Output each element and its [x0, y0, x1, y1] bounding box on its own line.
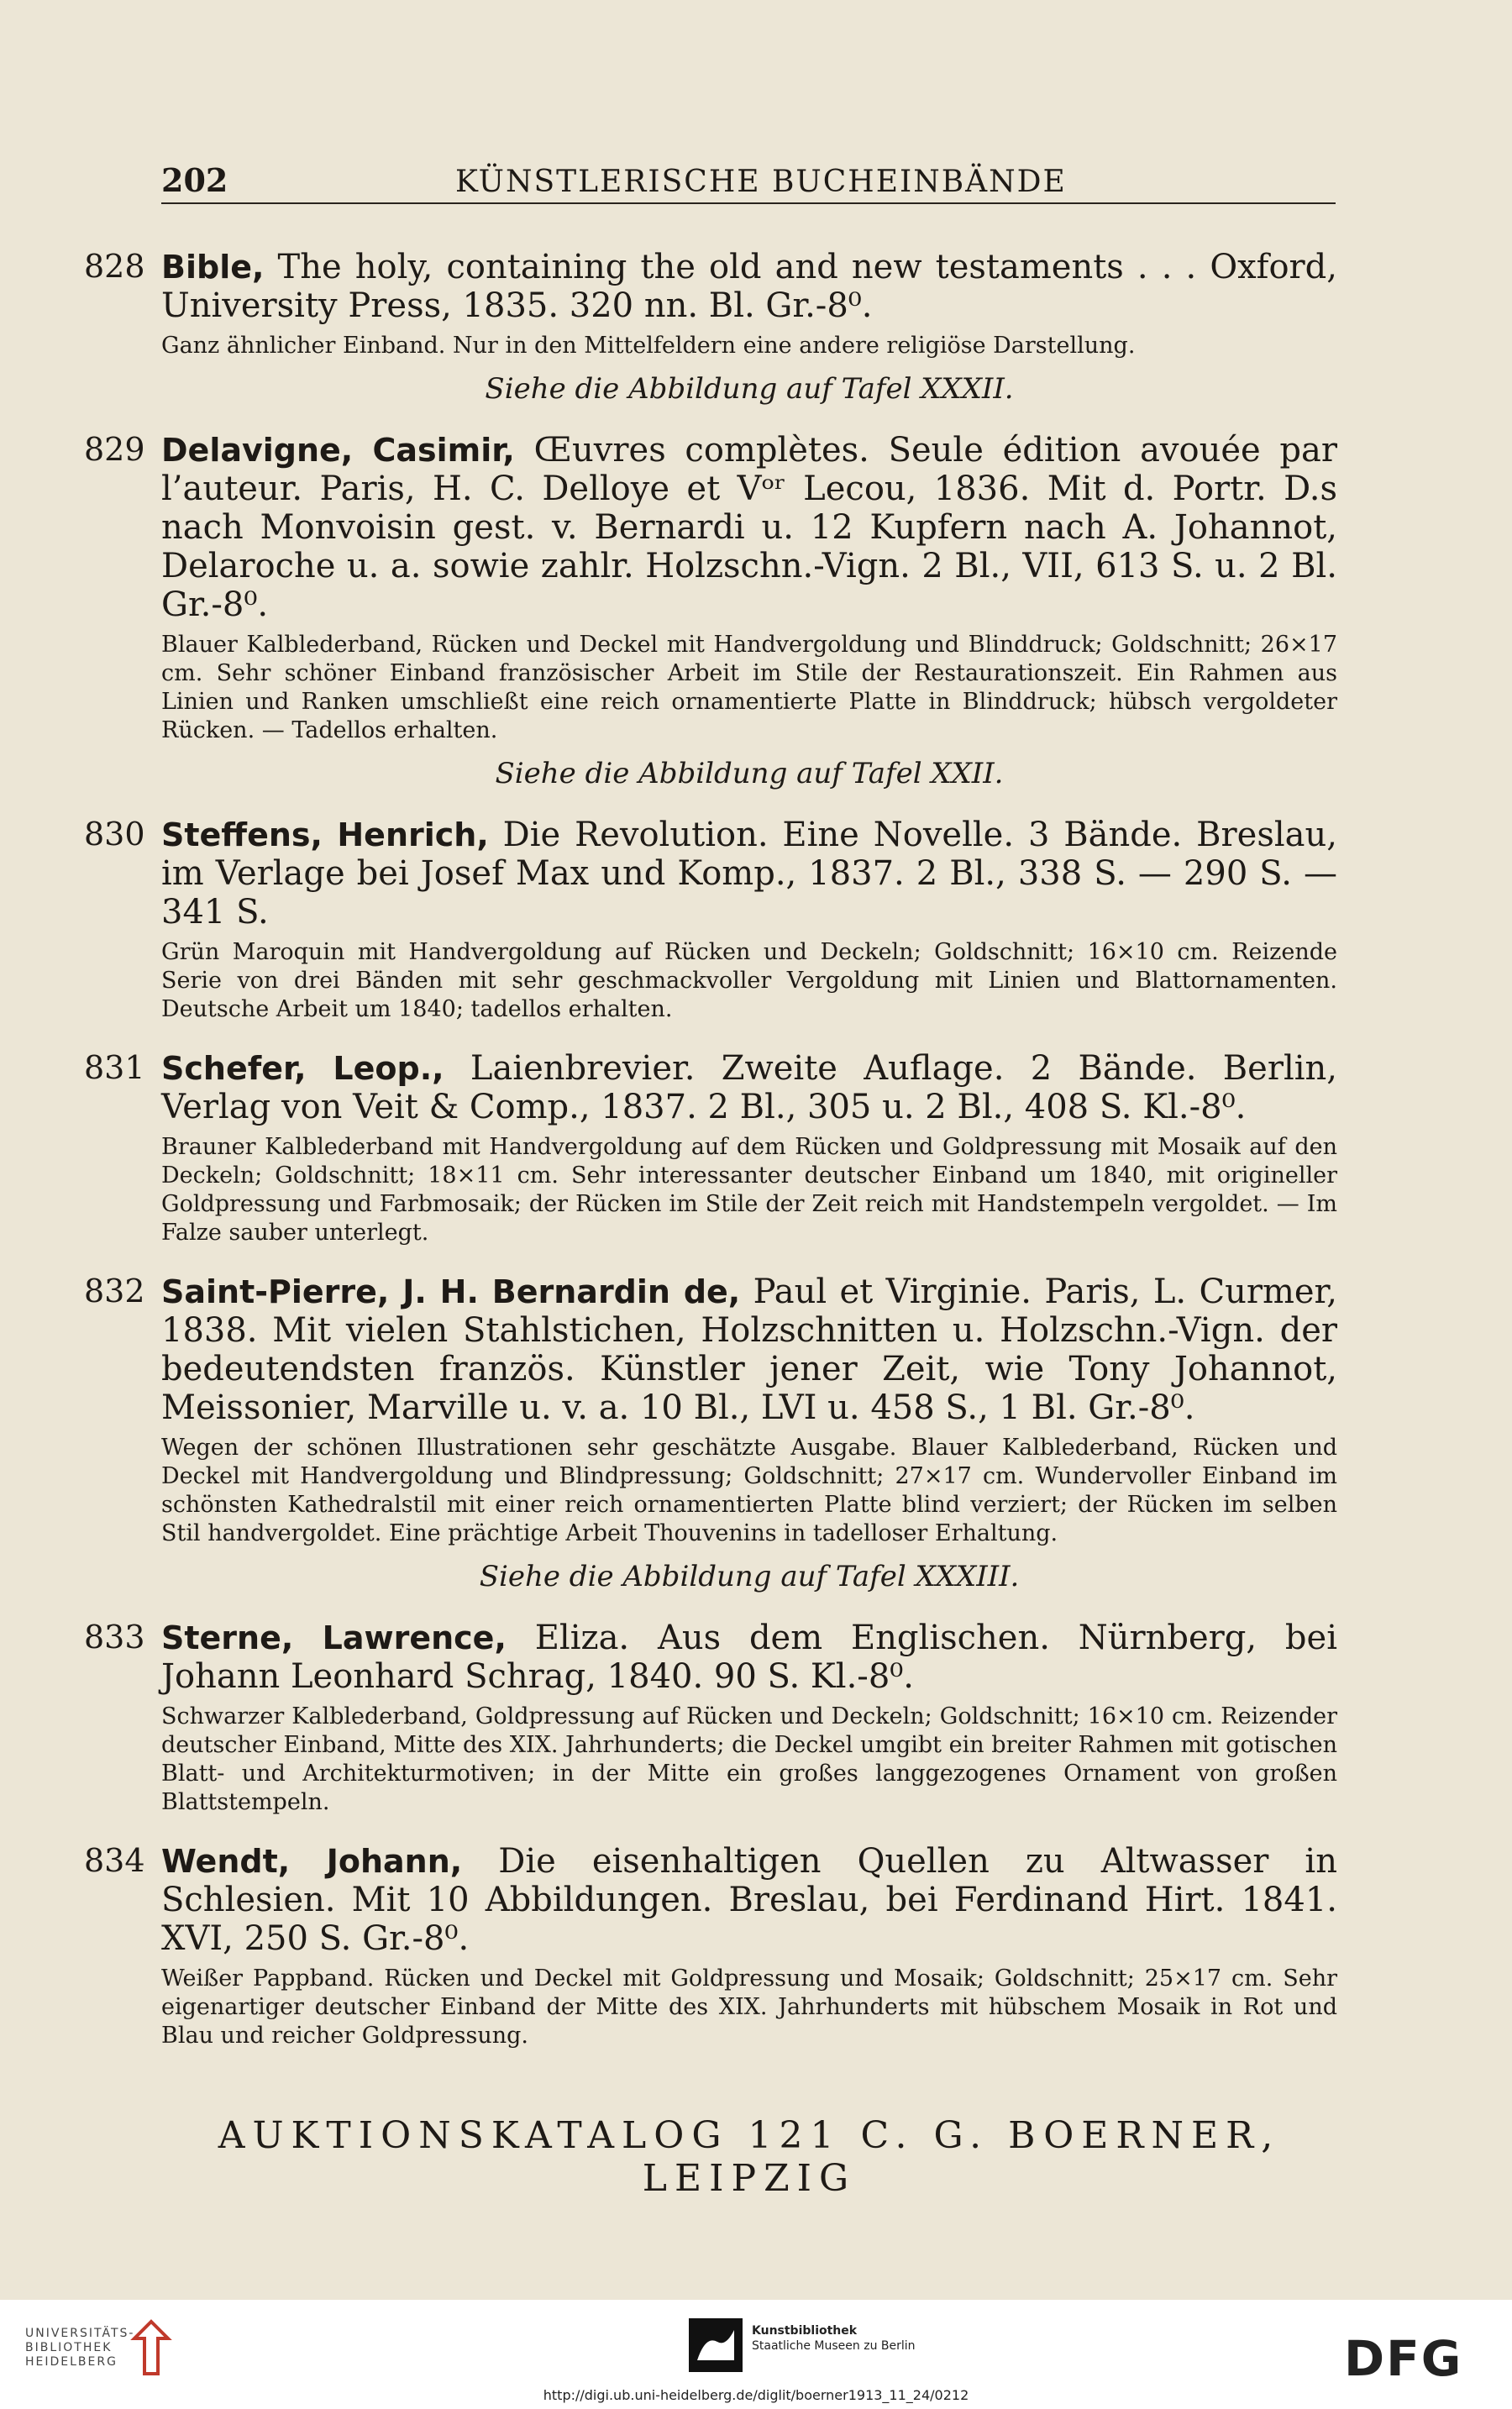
entry-bibliographic-text: Die eisenhaltigen Quellen zu Altwasser in Schlesien. Mit 10 Abbildungen. Breslau, bei Ferdinand Hirt. 1841. XVI, 250 S. Gr.-8⁰.	[161, 1842, 1337, 1958]
entry-description: Weißer Pappband. Rücken und Deckel mit Goldpressung und Mosaik; Goldschnitt; 25×17 cm. Sehr eigenartiger deutscher Einband der Mitte des XIX. Jahrhunderts mit hübschem Mosaik in Rot und Blau und reicher Goldpressung.	[161, 1966, 1337, 2049]
entry-bibliographic-text: The holy, containing the old and new testaments . . . Oxford, University Press, 1835. 320 nn. Bl. Gr.-8⁰.	[161, 248, 1337, 325]
university-logo-icon	[126, 2318, 176, 2377]
entry-bibliographic-text: Die Revolution. Eine Novelle. 3 Bände. Breslau, im Verlage bei Josef Max und Komp., 1837. 2 Bl., 338 S. — 290 S. — 341 S.	[161, 816, 1337, 932]
entry-number: 829	[84, 431, 145, 468]
catalog-entry	[84, 431, 1337, 790]
entry-description: Schwarzer Kalblederband, Goldpressung auf Rücken und Deckeln; Goldschnitt; 16×10 cm. Reizender deutscher Einband, Mitte des XIX. Jahrhunderts; die Deckel umgibt ein breiter Rahmen mit gotischen Blatt- und Architekturmotiven; in der Mitte ein großes langgezogenes Ornament von großen Blattstempeln.	[161, 1703, 1337, 1815]
catalog-footer: AUKTIONSKATALOG 121 C. G. BOERNER, LEIPZIG	[218, 2114, 1281, 2200]
entry-author: Delavigne, Casimir,	[161, 432, 515, 469]
entry-bibliographic-text: Paul et Virginie. Paris, L. Curmer, 1838. Mit vielen Stahlstichen, Holzschnitten u. Holzschn.-Vign. der bedeutendsten französ. Künstler jener Zeit, wie Tony Johannot, Meissonier, Marville u. v. a. 10 Bl., LVI u. 458 S., 1 Bl. Gr.-8⁰.	[161, 1273, 1337, 1427]
permalink-url[interactable]: http://digi.ub.uni-heidelberg.de/diglit/boerner1913_11_24/0212	[543, 2387, 969, 2403]
kunstbibliothek-logo-icon	[689, 2318, 743, 2372]
catalog-entries	[84, 248, 1337, 2076]
entry-title	[161, 816, 1337, 932]
entry-number: 834	[84, 1842, 145, 1879]
dfg-logo: DFG	[1344, 2330, 1463, 2387]
entry-bibliographic-text: Œuvres complètes. Seule édition avouée par l’auteur. Paris, H. C. Delloye et Vᵒʳ Lecou, 1836. Mit d. Portr. D.s nach Monvoisin gest. v. Bernardi u. 12 Kupfern nach A. Johannot, Delaroche u. a. sowie zahlr. Holzschn.-Vign. 2 Bl., VII, 613 S. u. 2 Bl. Gr.-8⁰.	[161, 431, 1337, 624]
plate-reference: Siehe die Abbildung auf Tafel XXII.	[495, 757, 1004, 790]
catalog-entry	[84, 1619, 1337, 1817]
running-title: KÜNSTLERISCHE BUCHEINBÄNDE	[455, 165, 1067, 199]
kunstbibliothek-label: Kunstbibliothek Staatliche Museen zu Berlin	[752, 2324, 916, 2353]
entry-author: Bible,	[161, 249, 265, 286]
entry-author: Sterne, Lawrence,	[161, 1619, 507, 1656]
entry-title	[161, 1619, 1337, 1696]
catalog-entry	[84, 816, 1337, 1024]
entry-author: Wendt, Johann,	[161, 1843, 463, 1880]
entry-description: Grün Maroquin mit Handvergoldung auf Rücken und Deckeln; Goldschnitt; 16×10 cm. Reizende Serie von drei Bänden mit sehr geschmackvoller Vergoldung mit Linien und Blattornamenten. Deutsche Arbeit um 1840; tadellos erhalten.	[161, 939, 1337, 1022]
entry-title	[161, 1273, 1337, 1427]
entry-number: 831	[84, 1049, 145, 1086]
entry-number: 830	[84, 816, 145, 853]
catalog-entry	[84, 1049, 1337, 1247]
catalog-entry	[84, 1273, 1337, 1593]
entry-number: 828	[84, 248, 145, 285]
entry-description: Blauer Kalblederband, Rücken und Deckel mit Handvergoldung und Blinddruck; Goldschnitt; 26×17 cm. Sehr schöner Einband französischer Arbeit im Stile der Restaurationszeit. Ein Rahmen aus Linien und Ranken umschließt eine reich ornamentierte Platte in Blinddruck; hübsch vergoldeter Rücken. — Tadellos erhalten.	[161, 632, 1337, 743]
digitization-bar	[0, 2300, 1512, 2409]
entry-title	[161, 1842, 1337, 1958]
catalog-entry	[84, 1842, 1337, 2050]
entry-author: Saint-Pierre, J. H. Bernardin de,	[161, 1273, 741, 1310]
entry-number: 832	[84, 1273, 145, 1309]
entry-author: Steffens, Henrich,	[161, 816, 489, 853]
entry-description: Ganz ähnlicher Einband. Nur in den Mittelfeldern eine andere religiöse Darstellung.	[161, 333, 1136, 359]
entry-bibliographic-text: Eliza. Aus dem Englischen. Nürnberg, bei Johann Leonhard Schrag, 1840. 90 S. Kl.-8⁰.	[161, 1619, 1338, 1696]
university-library-label: UNIVERSITÄTS- BIBLIOTHEK HEIDELBERG	[25, 2327, 135, 2369]
entry-title	[161, 248, 1337, 325]
plate-reference: Siehe die Abbildung auf Tafel XXXIII.	[479, 1560, 1020, 1593]
entry-title	[161, 1049, 1337, 1126]
entry-description: Brauner Kalblederband mit Handvergoldung auf dem Rücken und Goldpressung mit Mosaik auf den Deckeln; Goldschnitt; 18×11 cm. Sehr interessanter deutscher Einband um 1840, mit origineller Goldpressung und Farbmosaik; der Rücken im Stile der Zeit reich mit Handstempeln vergoldet. — Im Falze sauber unterlegt.	[161, 1134, 1337, 1246]
entry-author: Schefer, Leop.,	[161, 1050, 444, 1087]
entry-bibliographic-text: Laienbrevier. Zweite Auflage. 2 Bände. Berlin, Verlag von Veit & Comp., 1837. 2 Bl., 305 u. 2 Bl., 408 S. Kl.-8⁰.	[161, 1049, 1337, 1126]
plate-reference: Siehe die Abbildung auf Tafel XXXII.	[485, 372, 1014, 406]
entry-title	[161, 431, 1337, 624]
page-header	[161, 161, 1336, 204]
entry-number: 833	[84, 1619, 145, 1656]
page-number: 202	[161, 161, 228, 199]
catalog-entry	[84, 248, 1337, 406]
entry-description: Wegen der schönen Illustrationen sehr geschätzte Ausgabe. Blauer Kalblederband, Rücken und Deckel mit Handvergoldung und Blindpressung; Goldschnitt; 27×17 cm. Wundervoller Einband im schönsten Kathedralstil mit einer reich ornamentierten Platte blind verziert; der Rücken im selben Stil handvergoldet. Eine prächtige Arbeit Thouvenins in tadelloser Erhaltung.	[161, 1435, 1337, 1546]
